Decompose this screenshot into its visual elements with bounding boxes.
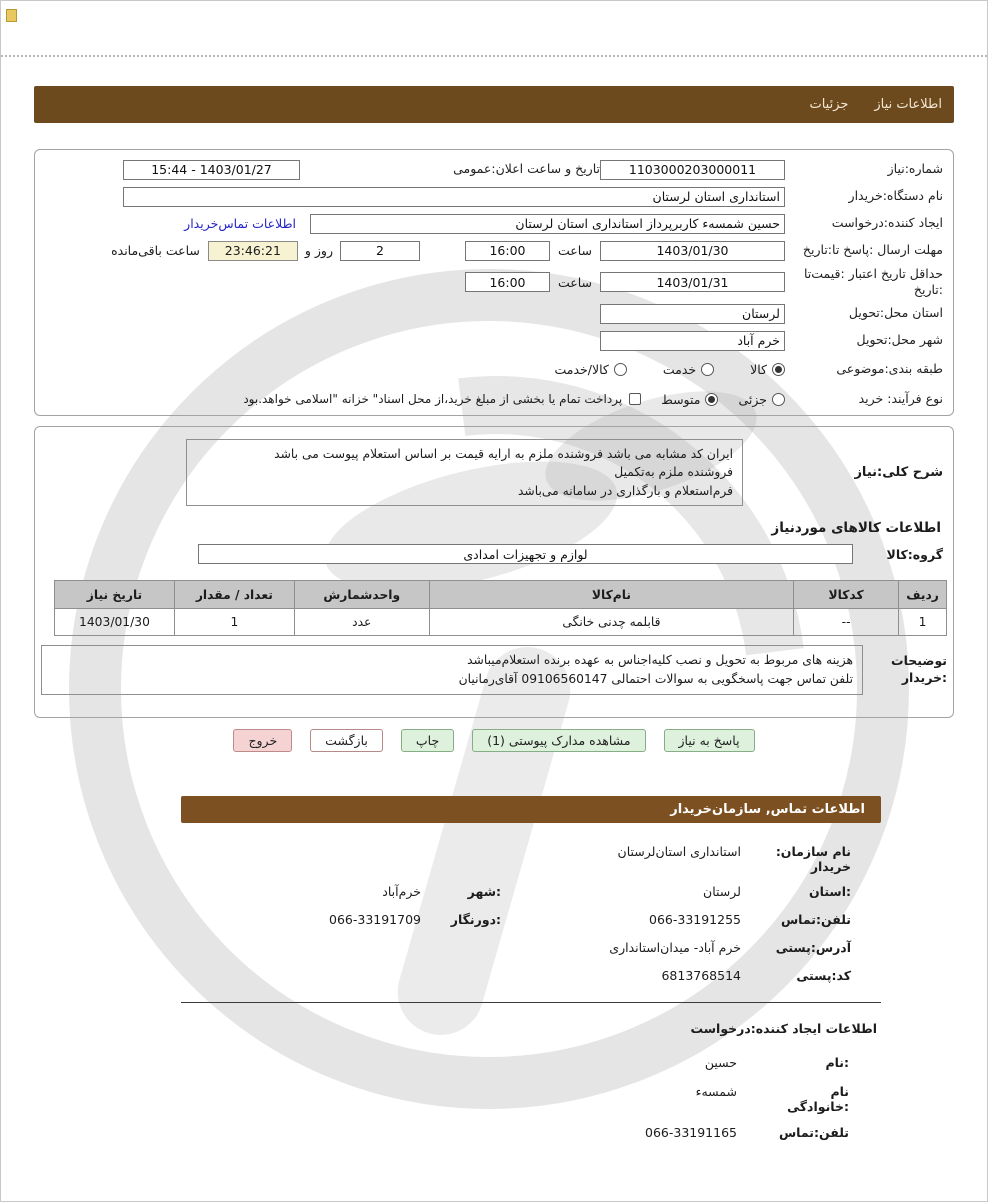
goods-table — [54, 580, 947, 636]
goods-group-label: گروه:کالا — [886, 546, 943, 562]
buyer-org-label: نام دستگاه:خریدار — [848, 188, 943, 204]
cell-unit: عدد — [294, 609, 429, 636]
fax-label: :دورنگار — [450, 912, 501, 927]
col-item-code: کدکالا — [794, 581, 899, 609]
city-label: :شهر — [467, 884, 501, 899]
address-value: خرم آباد- میدان‌استانداری — [609, 940, 741, 955]
buyer-notes-row — [35, 645, 953, 695]
goods-group-input[interactable] — [198, 544, 853, 564]
category-row — [35, 354, 953, 384]
need-description-line: فروشنده ملزم به‌تکمیل — [614, 465, 733, 480]
radio-minor-icon[interactable] — [772, 393, 785, 406]
radio-option-medium[interactable] — [661, 392, 718, 407]
province-label: :استان — [808, 884, 851, 899]
radio-goods-label: کالا — [750, 361, 767, 377]
delivery-province-label: استان محل:تحویل — [848, 305, 943, 321]
buyer-org-input[interactable] — [123, 187, 785, 207]
print-button[interactable]: چاپ — [401, 729, 454, 752]
deadline-time-input[interactable] — [465, 241, 550, 261]
buyer-notes-box — [41, 645, 863, 695]
phone-value: 066-33191255 — [649, 912, 741, 927]
cell-item-code: -- — [794, 609, 899, 636]
radio-medium-icon[interactable] — [705, 393, 718, 406]
request-creator-label: ایجاد کننده:درخواست — [831, 215, 943, 231]
buyer-contact-link[interactable]: اطلاعات تماس‌خریدار — [184, 216, 296, 231]
days-label: روز و — [304, 243, 333, 258]
need-number-row — [35, 156, 953, 183]
need-description-row — [35, 439, 953, 506]
postal-code-value: 6813768514 — [661, 968, 741, 983]
buyer-notes-label: توضیحات :خریدار — [891, 653, 947, 686]
view-attachments-button[interactable]: مشاهده مدارک پیوستی (1) — [472, 729, 645, 752]
city-value: خرم‌آباد — [382, 884, 421, 899]
top-divider — [1, 55, 987, 57]
delivery-city-input[interactable] — [600, 331, 785, 351]
radio-service-label: خدمت — [662, 361, 697, 377]
creator-section-title: اطلاعات ایجاد کننده:درخواست — [690, 1021, 877, 1036]
org-name-value: استانداری استان‌لرستان — [617, 844, 741, 859]
buyer-org-row — [35, 183, 953, 210]
action-buttons — [1, 729, 987, 752]
treasury-checkbox[interactable] — [629, 393, 641, 405]
goods-group-row — [35, 542, 953, 566]
radio-goods-icon[interactable] — [772, 363, 785, 376]
price-validity-row — [35, 264, 953, 300]
creator-row — [429, 1125, 849, 1143]
contact-row — [241, 884, 851, 902]
col-quantity: تعداد / مقدار — [174, 581, 294, 609]
phone-label: تلفن:تماس — [780, 912, 851, 927]
creator-phone-label: تلفن:تماس — [778, 1125, 849, 1140]
back-button[interactable]: بازگشت — [310, 729, 383, 752]
cell-item-name: قابلمه چدنی خانگی — [429, 609, 793, 636]
need-details-panel — [34, 426, 954, 718]
remaining-hours-label: ساعت باقی‌مانده — [111, 243, 200, 258]
treasury-note-label: پرداخت تمام یا بخشی از مبلغ خرید،از محل اسناد" خزانه "اسلامی خواهد.بود — [243, 392, 623, 406]
tab-details[interactable]: جزئیات — [809, 97, 849, 112]
delivery-city-row — [35, 327, 953, 354]
response-deadline-row — [35, 237, 953, 264]
announce-datetime-label: تاریخ و ساعت اعلان:عمومی — [453, 161, 600, 177]
org-name-label: نام سازمان: خریدار — [775, 844, 851, 874]
need-description-line: ایران کد مشابه می باشد فروشنده ملزم به ارایه قیمت بر اساس استعلام پیوست می باشد — [274, 447, 733, 461]
validity-time-input[interactable] — [465, 272, 550, 292]
tab-need-info[interactable]: اطلاعات نیاز — [874, 97, 942, 112]
tab-bar — [34, 86, 954, 123]
need-number-input[interactable] — [600, 160, 785, 180]
process-type-row — [35, 384, 953, 414]
deadline-hour-label: ساعت — [557, 243, 592, 258]
contact-row — [241, 968, 851, 986]
deadline-date-input[interactable] — [600, 241, 785, 261]
creator-row — [429, 1084, 849, 1114]
radio-option-goods[interactable] — [750, 362, 785, 377]
cell-row-no: 1 — [899, 609, 947, 636]
need-description-label: شرح کلی:نیاز — [854, 465, 943, 481]
creator-phone-value: 066-33191165 — [645, 1125, 737, 1140]
goods-table-header-row — [55, 581, 947, 609]
section-divider — [181, 1002, 881, 1003]
announce-datetime-input[interactable] — [123, 160, 300, 180]
price-validity-label: حداقل تاریخ اعتبار :قیمت‌تا :تاریخ — [803, 265, 943, 297]
need-description-box — [186, 439, 743, 506]
goods-section-title: اطلاعات کالاهای موردنیاز — [771, 520, 941, 537]
last-name-label: نام :خانوادگی — [787, 1084, 849, 1114]
need-description-line: فرم‌استعلام و بارگذاری در سامانه می‌باشد — [517, 483, 733, 498]
first-name-value: حسین — [704, 1055, 737, 1070]
creator-info — [429, 1055, 849, 1154]
delivery-province-input[interactable] — [600, 304, 785, 324]
request-creator-input[interactable] — [310, 214, 785, 234]
validity-hour-label: ساعت — [557, 274, 592, 290]
cell-quantity: 1 — [174, 609, 294, 636]
process-type-label: نوع فرآیند: خرید — [858, 390, 943, 406]
countdown-timer: 23:46:21 — [208, 241, 298, 261]
response-deadline-label: مهلت ارسال :پاسخ تا:تاریخ — [802, 242, 943, 258]
need-number-label: شماره:نیاز — [887, 161, 943, 177]
radio-option-service[interactable] — [663, 362, 714, 377]
col-need-date: تاریخ نیاز — [55, 581, 175, 609]
delivery-city-label: شهر محل:تحویل — [856, 332, 943, 348]
radio-medium-label: متوسط — [661, 391, 701, 407]
col-item-name: نام‌کالا — [429, 581, 793, 609]
delivery-province-row — [35, 300, 953, 327]
page-mini-icon — [6, 9, 17, 22]
need-summary-panel — [34, 149, 954, 416]
contact-row — [241, 940, 851, 958]
radio-service-icon[interactable] — [701, 363, 714, 376]
contact-row — [241, 844, 851, 874]
first-name-label: :نام — [825, 1055, 849, 1070]
last-name-value: شمسهء — [695, 1084, 737, 1099]
address-label: آدرس:پستی — [775, 940, 851, 955]
cell-need-date: 1403/01/30 — [55, 609, 175, 636]
goods-table-row — [55, 609, 947, 636]
fax-value: 066-33191709 — [329, 912, 421, 927]
radio-goods-service-icon[interactable] — [614, 363, 627, 376]
category-label: طبقه بندی:موضوعی — [836, 360, 943, 376]
col-unit: واحدشمارش — [294, 581, 429, 609]
creator-row — [429, 1055, 849, 1073]
respond-button[interactable]: پاسخ به نیاز — [664, 729, 755, 752]
remaining-days-input[interactable] — [340, 241, 420, 261]
postal-code-label: کد:پستی — [796, 968, 851, 983]
buyer-notes-line: تلفن تماس جهت پاسخگویی به سوالات احتمالی 09106560147 آقای‌رمانیان — [458, 672, 853, 687]
radio-goods-service-label: کالا/خدمت — [554, 361, 609, 377]
validity-date-input[interactable] — [600, 272, 785, 292]
col-row-no: ردیف — [899, 581, 947, 609]
exit-button[interactable]: خروج — [233, 729, 292, 752]
province-value: لرستان — [703, 884, 741, 899]
radio-option-minor[interactable] — [738, 392, 785, 407]
contact-row — [241, 912, 851, 930]
request-creator-row — [35, 210, 953, 237]
buyer-contact-info — [241, 844, 851, 996]
radio-minor-label: جزئی — [738, 391, 767, 407]
buyer-contact-section-header: اطلاعات تماس, سازمان‌خریدار — [181, 796, 881, 823]
radio-option-goods-service[interactable] — [554, 362, 626, 377]
buyer-notes-line: هزینه های مربوط به تحویل و نصب کلیه‌اجناس به عهده برنده استعلام‌میباشد — [467, 653, 853, 668]
